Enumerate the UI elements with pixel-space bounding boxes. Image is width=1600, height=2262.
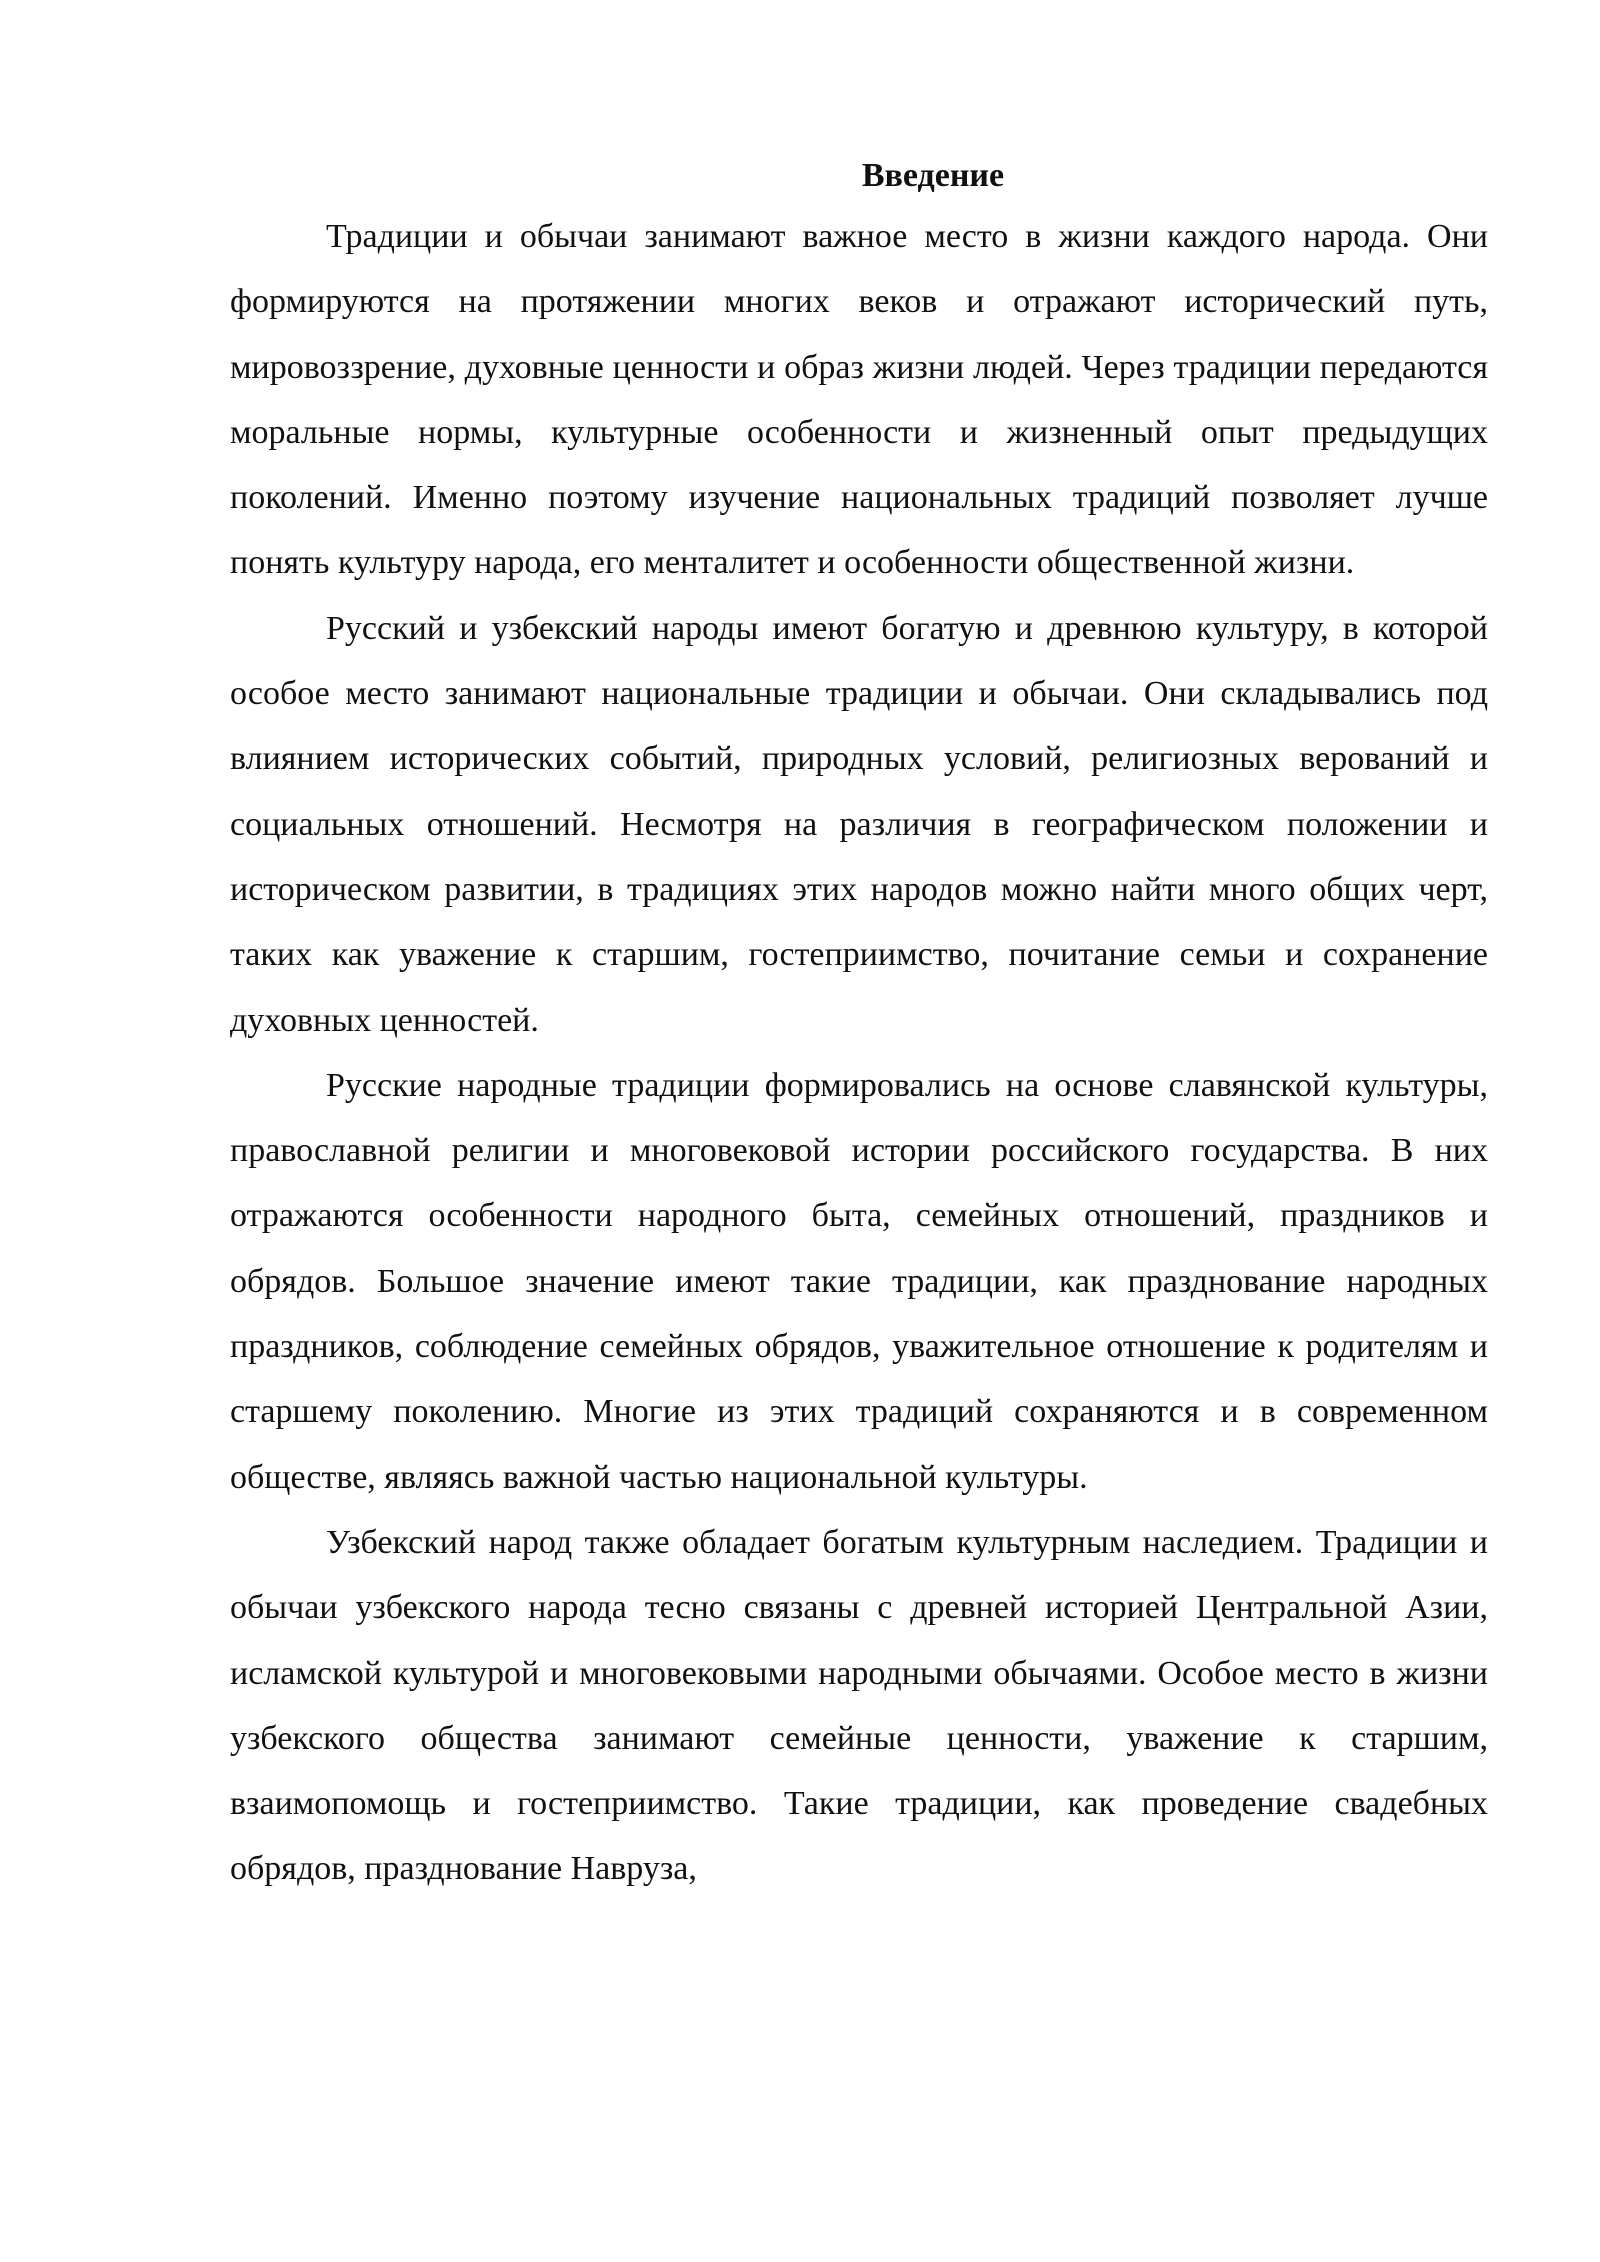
paragraph-3: Русские народные традиции формировались на основе славянской культуры, православной религии и многовековой истории российского государства. В них отражаются особенности народного быта, семейных отношений, праздников и обрядов. Большое значение имеют такие традиции, как празднование народных праздников, соблюдение семейных обрядов, уважительное отношение к родителям и старшему поколению. Многие из этих традиций сохраняются и в современном обществе, являясь важной частью национальной культуры. — [230, 1066, 1488, 1496]
paragraph-2: Русский и узбекский народы имеют богатую и древнюю культуру, в которой особое место занимают национальные традиции и обычаи. Они складывались под влиянием исторических событий, природных условий, религиозных верований и социальных отношений. Несмотря на различия в географическом положении и историческом развитии, в традициях этих народов можно найти много общих черт, таких как уважение к старшим, гостеприимство, почитание семьи и сохранение духовных ценностей. — [230, 609, 1488, 1039]
paragraph-4: Узбекский народ также обладает богатым культурным наследием. Традиции и обычаи узбекского народа тесно связаны с древней историей Центральной Азии, исламской культурой и многовековыми народными обычаями. Особое место в жизни узбекского общества занимают семейные ценности, уважение к старшим, взаимопомощь и гостеприимство. Такие традиции, как проведение свадебных обрядов, празднование Навруза, — [230, 1523, 1488, 1888]
paragraph-1: Традиции и обычаи занимают важное место в жизни каждого народа. Они формируются на протяжении многих веков и отражают исторический путь, мировоззрение, духовные ценности и образ жизни людей. Через традиции передаются моральные нормы, культурные особенности и жизненный опыт предыдущих поколений. Именно поэтому изучение национальных традиций позволяет лучше понять культуру народа, его менталитет и особенности общественной жизни. — [230, 218, 1488, 582]
document-title: Введение — [861, 157, 1005, 194]
document-body — [230, 148, 1488, 1902]
